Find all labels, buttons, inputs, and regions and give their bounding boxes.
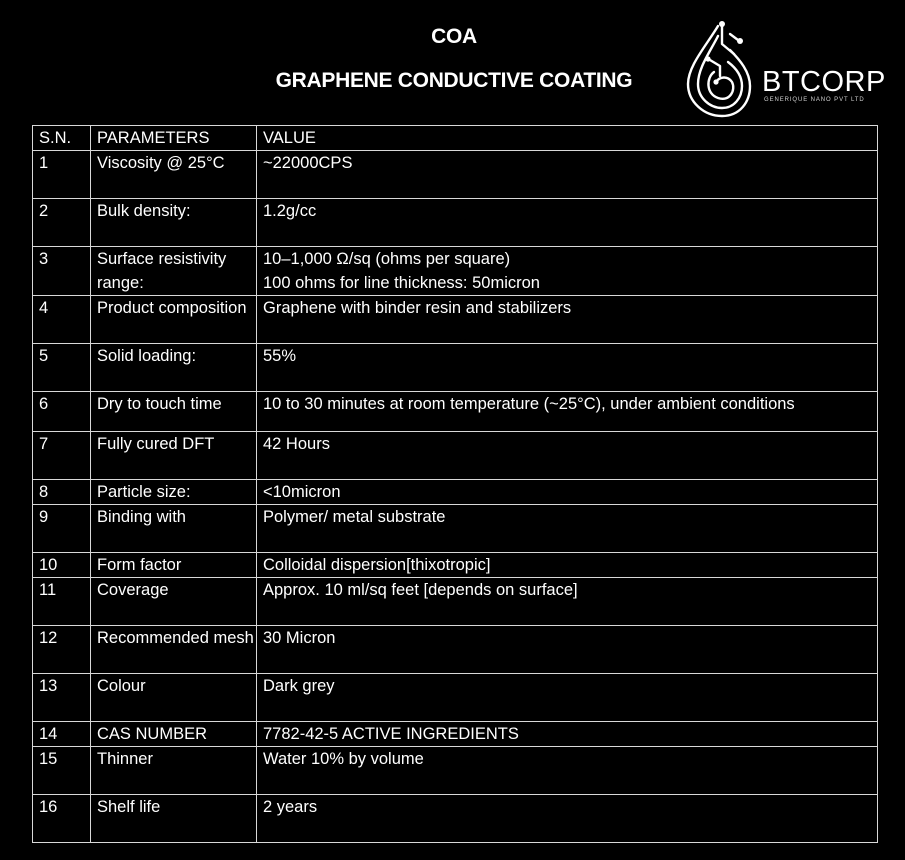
row-parameter: Thinner xyxy=(91,747,257,795)
row-value-line: 10–1,000 Ω/sq (ohms per square) xyxy=(263,250,511,268)
row-sn: 10 xyxy=(33,553,91,578)
row-parameter: Coverage xyxy=(91,578,257,626)
row-value: Colloidal dispersion[thixotropic] xyxy=(257,553,878,578)
row-parameter: Surface resistivity range: xyxy=(91,247,257,296)
row-parameter: Form factor xyxy=(91,553,257,578)
row-parameter: Recommended mesh xyxy=(91,626,257,674)
column-header-value: VALUE xyxy=(257,126,878,151)
row-parameter: Binding with xyxy=(91,505,257,553)
row-parameter: Particle size: xyxy=(91,480,257,505)
row-value: 55% xyxy=(257,344,878,392)
page-subtitle: GRAPHENE CONDUCTIVE COATING xyxy=(275,69,633,92)
coa-table xyxy=(32,125,878,843)
table-row xyxy=(33,578,878,626)
row-sn: 6 xyxy=(33,392,91,432)
row-value xyxy=(257,247,878,296)
row-sn: 9 xyxy=(33,505,91,553)
table-row xyxy=(33,344,878,392)
row-sn: 14 xyxy=(33,722,91,747)
row-sn: 8 xyxy=(33,480,91,505)
row-value: 1.2g/cc xyxy=(257,199,878,247)
row-value: 2 years xyxy=(257,795,878,843)
row-parameter: Dry to touch time xyxy=(91,392,257,432)
row-sn: 15 xyxy=(33,747,91,795)
row-value: Water 10% by volume xyxy=(257,747,878,795)
row-value: ~22000CPS xyxy=(257,151,878,199)
row-sn: 4 xyxy=(33,296,91,344)
row-sn: 13 xyxy=(33,674,91,722)
row-value: Approx. 10 ml/sq feet [depends on surface] xyxy=(257,578,878,626)
row-sn: 7 xyxy=(33,432,91,480)
row-parameter: Viscosity @ 25°C xyxy=(91,151,257,199)
row-sn: 12 xyxy=(33,626,91,674)
table-row xyxy=(33,480,878,505)
table-row xyxy=(33,151,878,199)
table-row xyxy=(33,432,878,480)
column-header-parameters: PARAMETERS xyxy=(91,126,257,151)
row-sn: 16 xyxy=(33,795,91,843)
table-header-row xyxy=(33,126,878,151)
table-row xyxy=(33,199,878,247)
row-value: Dark grey xyxy=(257,674,878,722)
company-logo xyxy=(684,20,899,120)
graphene-drop-logo-icon xyxy=(684,20,764,120)
row-value: Polymer/ metal substrate xyxy=(257,505,878,553)
row-parameter: CAS NUMBER xyxy=(91,722,257,747)
row-parameter: Shelf life xyxy=(91,795,257,843)
table-row xyxy=(33,722,878,747)
row-parameter: Bulk density: xyxy=(91,199,257,247)
table-row xyxy=(33,747,878,795)
row-sn: 1 xyxy=(33,151,91,199)
page-title: COA xyxy=(431,25,477,48)
row-sn: 5 xyxy=(33,344,91,392)
row-parameter: Fully cured DFT xyxy=(91,432,257,480)
row-parameter: Colour xyxy=(91,674,257,722)
table-row xyxy=(33,505,878,553)
row-value-line: 100 ohms for line thickness: 50micron xyxy=(263,274,540,292)
row-parameter: Product composition xyxy=(91,296,257,344)
table-row xyxy=(33,296,878,344)
row-sn: 3 xyxy=(33,247,91,296)
table-row xyxy=(33,392,878,432)
row-value: 42 Hours xyxy=(257,432,878,480)
row-value: 30 Micron xyxy=(257,626,878,674)
table-row xyxy=(33,553,878,578)
row-value: <10micron xyxy=(257,480,878,505)
row-value: Graphene with binder resin and stabilizers xyxy=(257,296,878,344)
logo-name: BTCORP xyxy=(762,66,886,98)
table-row xyxy=(33,626,878,674)
table-row xyxy=(33,674,878,722)
row-value: 7782-42-5 ACTIVE INGREDIENTS xyxy=(257,722,878,747)
row-sn: 2 xyxy=(33,199,91,247)
logo-tagline: GENERIQUE NANO PVT LTD xyxy=(764,97,865,103)
table-row xyxy=(33,795,878,843)
row-sn: 11 xyxy=(33,578,91,626)
column-header-sn: S.N. xyxy=(33,126,91,151)
table-row xyxy=(33,247,878,296)
row-value: 10 to 30 minutes at room temperature (~25°C), under ambient conditions xyxy=(257,392,878,432)
row-parameter: Solid loading: xyxy=(91,344,257,392)
